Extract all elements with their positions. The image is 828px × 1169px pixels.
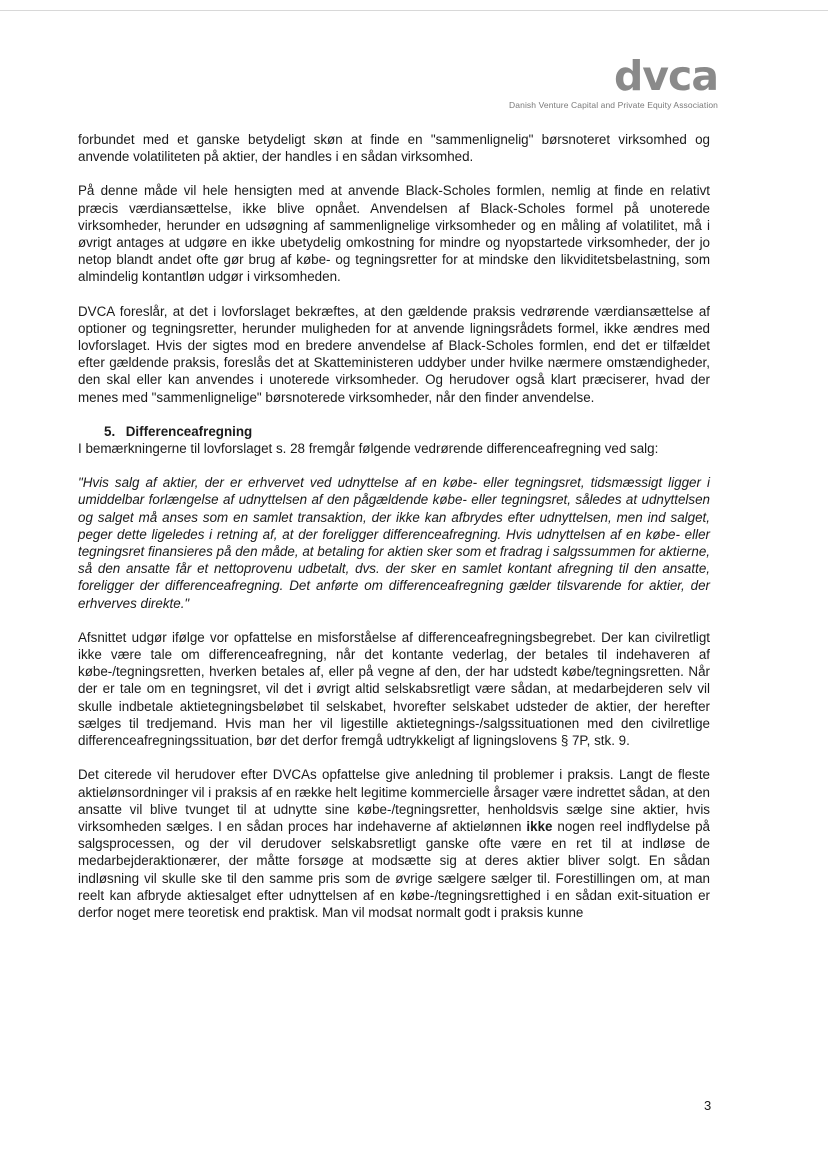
dvca-logo	[509, 52, 718, 110]
body-text	[78, 131, 710, 938]
paragraph-6-emphasis: ikke	[526, 818, 553, 834]
section-number: 5.	[104, 423, 116, 439]
scan-edge-line	[0, 10, 828, 11]
paragraph-6-part-b: nogen reel indflydelse på salgsprocessen, og der vil derudover selskabsretligt ganske ofte være en ret til at indløse de medarbejderaktionærer, der måtte forsøge at modsætte sig at deres aktier bliver solgt. En sådan indløsning vil skulle ske til den samme pris som de øvrige sælgere sælger til. Forestillingen om, at man reelt kan afbryde aktiesalget efter udnyttelsen af en købe-/tegningsrettighed i en sådan exit-situation er derfor noget mere teoretisk end praktisk. Man vil modsat normalt godt i praksis kunne	[78, 818, 710, 920]
paragraph-6	[78, 766, 710, 921]
paragraph-6-part-a: Det citerede vil herudover efter DVCAs opfattelse give anledning til problemer i praksis. Langt de fleste aktielønsordninger vil i praksis af en række helt legitime kommercielle årsager være indrettet sådan, at den ansatte vil blive tvunget til at udnytte sine købe-/tegningsretter, henholdsvis sælge sine aktier, hvis virksomheden sælges. I en sådan proces har indehaverne af aktielønnen	[78, 767, 710, 834]
paragraph-1: forbundet med et ganske betydeligt skøn at finde en "sammenlignelig" børsnoteret virksomhed og anvende volatiliteten på aktier, der handles i en sådan virksomhed.	[78, 132, 710, 165]
section-heading	[78, 423, 710, 440]
paragraph-4: I bemærkningerne til lovforslaget s. 28 fremgår følgende vedrørende differenceafregning ved salg:	[78, 441, 659, 457]
quoted-passage: "Hvis salg af aktier, der er erhvervet ved udnyttelse af en købe- eller tegningsret, tidsmæssigt ligger i umiddelbar forlængelse af udnyttelsen af den pågældende købe- eller tegningsret, således at udnyttelsen og salget må anses som en samlet transaktion, der ikke kan afbrydes efter udnyttelsen, men ind salget, peger dette ligeledes i retning af, at der foreligger differenceafregning. Hvis udnyttelsen af en købe- eller tegningsret finansieres på den måde, at betaling for aktien sker som et fradrag i salgssummen for aktierne, så den ansatte får et nettoprovenu udbetalt, dvs. der sker en samlet kontant afregning til den ansatte, foreligger der differenceafregning. Det anførte om differenceafregning gælder tilsvarende for aktier, der erhverves direkte."	[78, 475, 710, 611]
page-number: 3	[704, 1098, 712, 1113]
logo-wordmark: dvca	[613, 52, 718, 100]
logo-tagline: Danish Venture Capital and Private Equity Association	[509, 100, 718, 110]
paragraph-2: På denne måde vil hele hensigten med at anvende Black-Scholes formlen, nemlig at finde en relativt præcis værdiansættelse, ikke blive opnået. Anvendelsen af Black-Scholes formel på unoterede virksomheder, herunder en udsøgning af sammenlignelige virksomheder og en måling af volatilitet, må i øvrigt antages at udgøre en ikke ubetydelig omkostning for mindre og nyopstartede virksomheder, der jo netop blandt andet ofte gør brug af købe- og tegningsretter for at mindske den likviditetsbelastning, som almindelig kontantløn udgør i virksomheden.	[78, 183, 710, 285]
section-title: Differenceafregning	[125, 423, 253, 439]
paragraph-3: DVCA foreslår, at det i lovforslaget bekræftes, at den gældende praksis vedrørende værdiansættelse af optioner og tegningsretter, herunder muligheden for at anvende ligningsrådets formel, ikke ændres med lovforslaget. Hvis der sigtes mod en bredere anvendelse af Black-Scholes formlen, end det er tilfældet efter gældende praksis, foreslås det at Skatteministeren uddyber under hvilke nærmere omstændigheder, den skal eller kan anvendes i unoterede virksomheder. Og herudover også klart præciserer, hvad der menes med "sammenlignelige" børsnoterede virksomheder, når den finder anvendelse.	[78, 303, 710, 405]
paragraph-5: Afsnittet udgør ifølge vor opfattelse en misforståelse af differenceafregningsbegrebet. Der kan civilretligt ikke være tale om differenceafregning, når det kontante vederlag, der betales til indehaveren af købe-/tegningsretten, hverken betales af, eller på vegne af den, der har udstedt købe/tegningsretten. Når der er tale om en tegningsret, vil det i øvrigt altid selskabsretligt være sådan, at medarbejderen selv vil skulle indbetale aktietegningsbeløbet til selskabet, hvorefter selskabet udsteder de aktier, der herefter sælges til tredjemand. Hvis man her vil ligestille aktietegnings-/salgssituationen med den civilretlige differenceafregningssituation, bør det derfor fremgå udtrykkeligt af ligningslovens § 7P, stk. 9.	[78, 629, 710, 749]
